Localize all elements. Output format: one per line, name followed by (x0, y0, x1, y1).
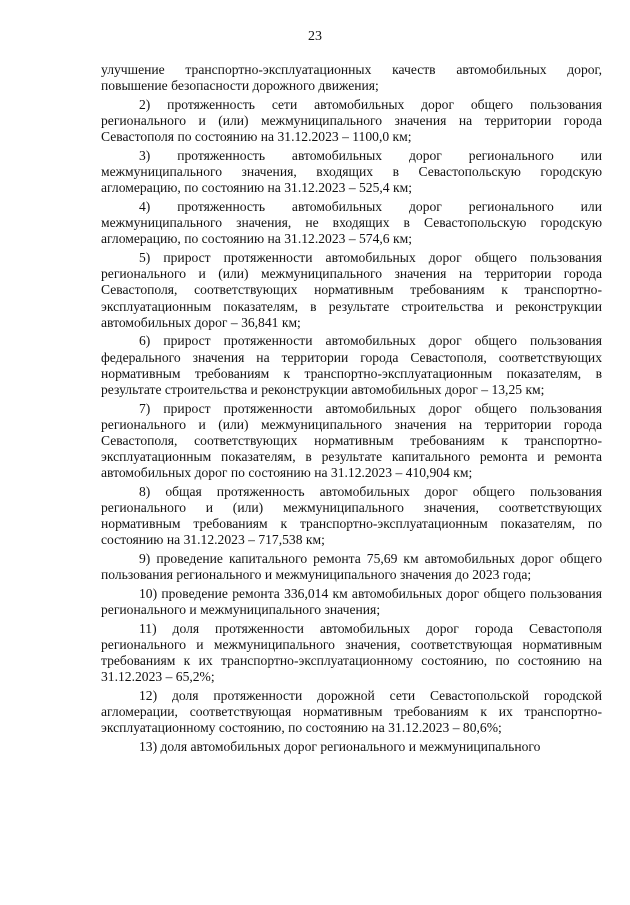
paragraph-item-10: 10) проведение ремонта 336,014 км автомобильных дорог общего пользования регионального и межмуниципального значения; (101, 586, 602, 618)
paragraph-item-3: 3) протяженность автомобильных дорог регионального или межмуниципального значения, входящих в Севастопольскую городскую агломерацию, по состоянию на 31.12.2023 – 525,4 км; (101, 148, 602, 196)
paragraph-item-13: 13) доля автомобильных дорог регионального и межмуниципального (139, 739, 541, 755)
paragraph-item-6: 6) прирост протяженности автомобильных дорог общего пользования федерального значения на территории города Севастополя, соответствующих нормативным требованиям к транспортно-эксплуатационным показателям, в результате строительства и реконструкции автомобильных дорог – 13,25 км; (101, 333, 602, 397)
paragraph-item-12: 12) доля протяженности дорожной сети Севастопольской городской агломерации, соответствующая нормативным требованиям к их транспортно-эксплуатационному состоянию, по состоянию на 31.12.2023 – 80,6%; (101, 688, 602, 736)
document-body (101, 62, 602, 755)
paragraph-item-4: 4) протяженность автомобильных дорог регионального или межмуниципального значения, не входящих в Севастопольскую городскую агломерацию, по состоянию на 31.12.2023 – 574,6 км; (101, 199, 602, 247)
paragraph-item-5: 5) прирост протяженности автомобильных дорог общего пользования регионального и (или) межмуниципального значения на территории города Севастополя, соответствующих нормативным требованиям к транспортно-эксплуатационным показателям, в результате строительства и реконструкции автомобильных дорог – 36,841 км; (101, 250, 602, 330)
paragraph-continuation: улучшение транспортно-эксплуатационных качеств автомобильных дорог, повышение безопасности дорожного движения; (101, 62, 602, 94)
paragraph-item-2: 2) протяженность сети автомобильных дорог общего пользования регионального и (или) межмуниципального значения на территории города Севастополя по состоянию на 31.12.2023 – 1100,0 км; (101, 96, 602, 145)
paragraph-item-7: 7) прирост протяженности автомобильных дорог общего пользования регионального и (или) межмуниципального значения на территории города Севастополя, соответствующих нормативным требованиям к транспортно-эксплуатационным показателям, в результате капитального ремонта и ремонта автомобильных дорог по состоянию на 31.12.2023 – 410,904 км; (101, 400, 602, 481)
page-number: 23 (308, 29, 322, 44)
paragraph-item-11: 11) доля протяженности автомобильных дорог города Севастополя регионального и межмуниципального значения, соответствующая нормативным требованиям к их транспортно-эксплуатационному состоянию, по состоянию на 31.12.2023 – 65,2%; (101, 621, 602, 685)
paragraph-item-9: 9) проведение капитального ремонта 75,69 км автомобильных дорог общего пользования регионального и межмуниципального значения до 2023 года; (101, 551, 602, 583)
paragraph-item-8: 8) общая протяженность автомобильных дорог общего пользования регионального и (или) межмуниципального значения, соответствующих нормативным требованиям к транспортно-эксплуатационным показателям, по состоянию на 31.12.2023 – 717,538 км; (101, 483, 602, 548)
